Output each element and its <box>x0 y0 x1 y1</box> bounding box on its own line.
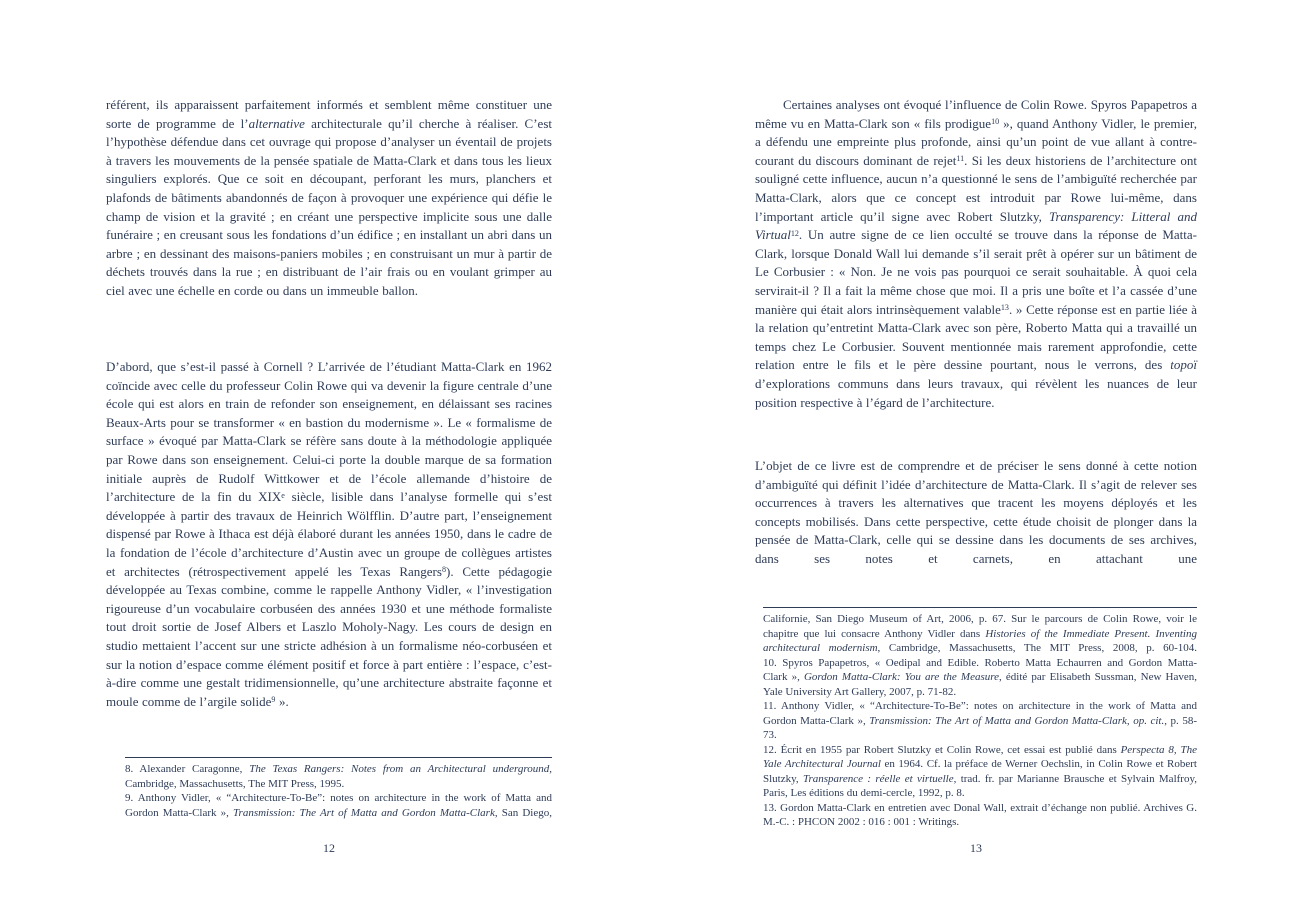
footnote-9: 9. Anthony Vidler, « “Architecture-To-Be”: notes on architecture in the work of Matta and Gordon Matta-Clark », Transmission: The Art of Matta and Gordon Matta-Clark, San Diego, <box>125 792 552 819</box>
left-page <box>106 0 552 913</box>
right-body-paragraph-2: L’objet de ce livre est de comprendre et de préciser le sens donné à cette notion d’ambiguïté qui définit l’idée d’architecture de Matta-Clark. Il s’agit de relever ses occurrences à travers les alternatives que tracent les moyens déployés et les concepts mobilisés. Dans cette perspective, cette étude choisit de plonger dans la pensée de Matta-Clark, celle qui se dessine dans les documents de ses archives, dans ses notes et carnets, en attachant une <box>755 458 1197 566</box>
footnote-8: 8. Alexander Caragonne, The Texas Rangers: Notes from an Architectural underground, Cambridge, Massachusetts, The MIT Press, 1995. <box>125 763 552 790</box>
footnote-10: 10. Spyros Papapetros, « Oedipal and Edible. Roberto Matta Echaurren and Gordon Matta-Clark », Gordon Matta-Clark: You are the Measure, édité par Elisabeth Sussman, New Haven, Yale University Art Gallery, 2007, p. 71-82. <box>763 656 1198 698</box>
left-body-paragraph-2: D’abord, que s’est-il passé à Cornell ? L’arrivée de l’étudiant Matta-Clark en 1962 coïncide avec celle du professeur Colin Rowe qui va devenir la figure centrale d’une école qui est alors en train de refonder son enseignement, en délaissant ses racines Beaux-Arts pour se transformer « en bastion du modernisme ». Le « formalisme de surface » évoqué par Matta-Clark se réfère sans doute à la méthodologie appliquée par Rowe dans son enseignement. Celui-ci porte la double marque de sa formation initiale auprès de Rudolf Wittkower et de l’école allemande d’histoire de l’architecture de la fin du XIXe siècle, lisible dans l’analyse formelle qui s’est développée à partir des travaux de Heinrich Wölfflin. D’autre part, l’enseignement dispensé par Rowe à Ithaca est déjà élaboré durant les années 1950, dans le cadre de la fondation de l’école d’architecture d’Austin avec un groupe de collègues artistes et architectes (rétrospectivement appelé les Texas Rangers$^8$). Cette pédagogie développée au Texas combine, comme le rappelle Anthony Vidler, « l’investigation rigoureuse d’un vocabulaire corbuséen des années 1930 et une méthode formaliste tout droit sortie de Josef Albers et Laszlo Moholy-Nagy. Les cours de design en studio mettaient l’accent sur une stricte adhésion à un formalisme néo-corbuséen et sur la notion d’espace comme élément positif et force à part entière : l’espace, c’est-à-dire comme une gestalt tridimensionnelle, qu’une architecture abstraite façonne et moule comme de l’argile solide$^9$ ». <box>106 359 552 709</box>
footnote-13: 13. Gordon Matta-Clark en entretien avec Donal Wall, extrait d’échange non publié. Archives G. M.-C. : PHCON 2002 : 016 : 001 : Writings. <box>763 801 1197 828</box>
left-body-paragraph-1: référent, ils apparaissent parfaitement informés et semblent même constituer une sorte de programme de l’alternative architecturale qu’il cherche à réaliser. C’est l’hypothèse défendue dans cet ouvrage qui propose d’analyser un éventail de projets à travers les mouvements de la pensée spatiale de Matta-Clark et dans tous les lieux singuliers explorés. Que ce soit en découpant, perforant les murs, planchers et plafonds de bâtiments abandonnés de façon à provoquer une expérience qui défie le champ de vision et la gravité ; en créant une perspective implicite sous une dalle funéraire ; en creusant sous les fondations d’un édifice ; en installant un abri dans un arbre ; en dessinant des maisons-paniers mobiles ; en construisant un mur à partir de déchets trouvés dans la rue ; en distribuant de l’air frais ou en voulant grimper au ciel avec une échelle en corde ou dans un immeuble ballon. <box>106 97 553 298</box>
footnote-divider <box>763 607 1197 608</box>
right-body-paragraph-1: Certaines analyses ont évoqué l’influence de Colin Rowe. Spyros Papapetros a même vu en Matta-Clark son « fils prodigue$^{10}$ », quand Anthony Vidler, le premier, a défendu une empreinte plus profonde, ainsi qu’un point de vue allant à contre-courant du discours dominant de rejet$^{11}$. Si les deux historiens de l’architecture ont souligné cette influence, aucun n’a questionné le sens de l’ambiguïté recherchée par Matta-Clark, alors que ce concept est introduit par Rowe lui-même, dans l’important article qu’il signe avec Robert Slutzky, Transparency: Litteral and Virtual$^{12}$. Un autre signe de ce lien occulté se trouve dans la réponse de Matta-Clark, lorsque Donald Wall lui demande s’il serait prêt à opérer sur un bâtiment de Le Corbusier : « Non. Je ne vois pas pourquoi ce serait souhaitable. À quoi cela servirait-il ? Il a fait la même chose que moi. Il a pris une boîte et l’a cassée d’une manière qui était alors intrinsèquement valable$^{13}$. » Cette réponse est en partie liée à la relation qu’entretint Matta-Clark avec son père, Roberto Matta qui a travaillé un temps chez Le Corbusier. Souvent mentionnée mais rarement approfondie, cette relation entre le fils et le père dessine pourtant, nous le verrons, des topoï d’explorations communs dans leurs travaux, qui révèlent les nuances de leur position respective à l’égard de l’architecture. <box>755 97 1197 410</box>
left-page-number: 12 <box>323 841 335 855</box>
left-footnote-block <box>125 757 552 820</box>
footnote-12: 12. Écrit en 1955 par Robert Slutzky et Colin Rowe, cet essai est publié dans Perspecta 8, The Yale Architectural Journal en 1964. Cf. la préface de Werner Oechslin, in Colin Rowe et Robert Slutzky, Transparence : réelle et virtuelle, trad. fr. par Marianne Brausche et Sylvain Malfroy, Paris, Les éditions du demi-cercle, 1992, p. 8. <box>763 743 1197 799</box>
footnote-divider <box>125 757 552 758</box>
right-footnote-block <box>763 607 1197 830</box>
footnote-9-continuation: Californie, San Diego Museum of Art, 2006, p. 67. Sur le parcours de Colin Rowe, voir le chapitre que lui consacre Anthony Vidler dans Histories of the Immediate Present. Inventing architectural modernism, Cambridge, Massachusetts, The MIT Press, 2008, p. 60-104. <box>763 613 1197 654</box>
right-page-number: 13 <box>970 841 982 855</box>
footnote-11: 11. Anthony Vidler, « “Architecture-To-Be”: notes on architecture in the work of Matta and Gordon Matta-Clark », Transmission: The Art of Matta and Gordon Matta-Clark, op. cit., p. 58-73. <box>763 700 1197 741</box>
right-page <box>755 0 1197 913</box>
